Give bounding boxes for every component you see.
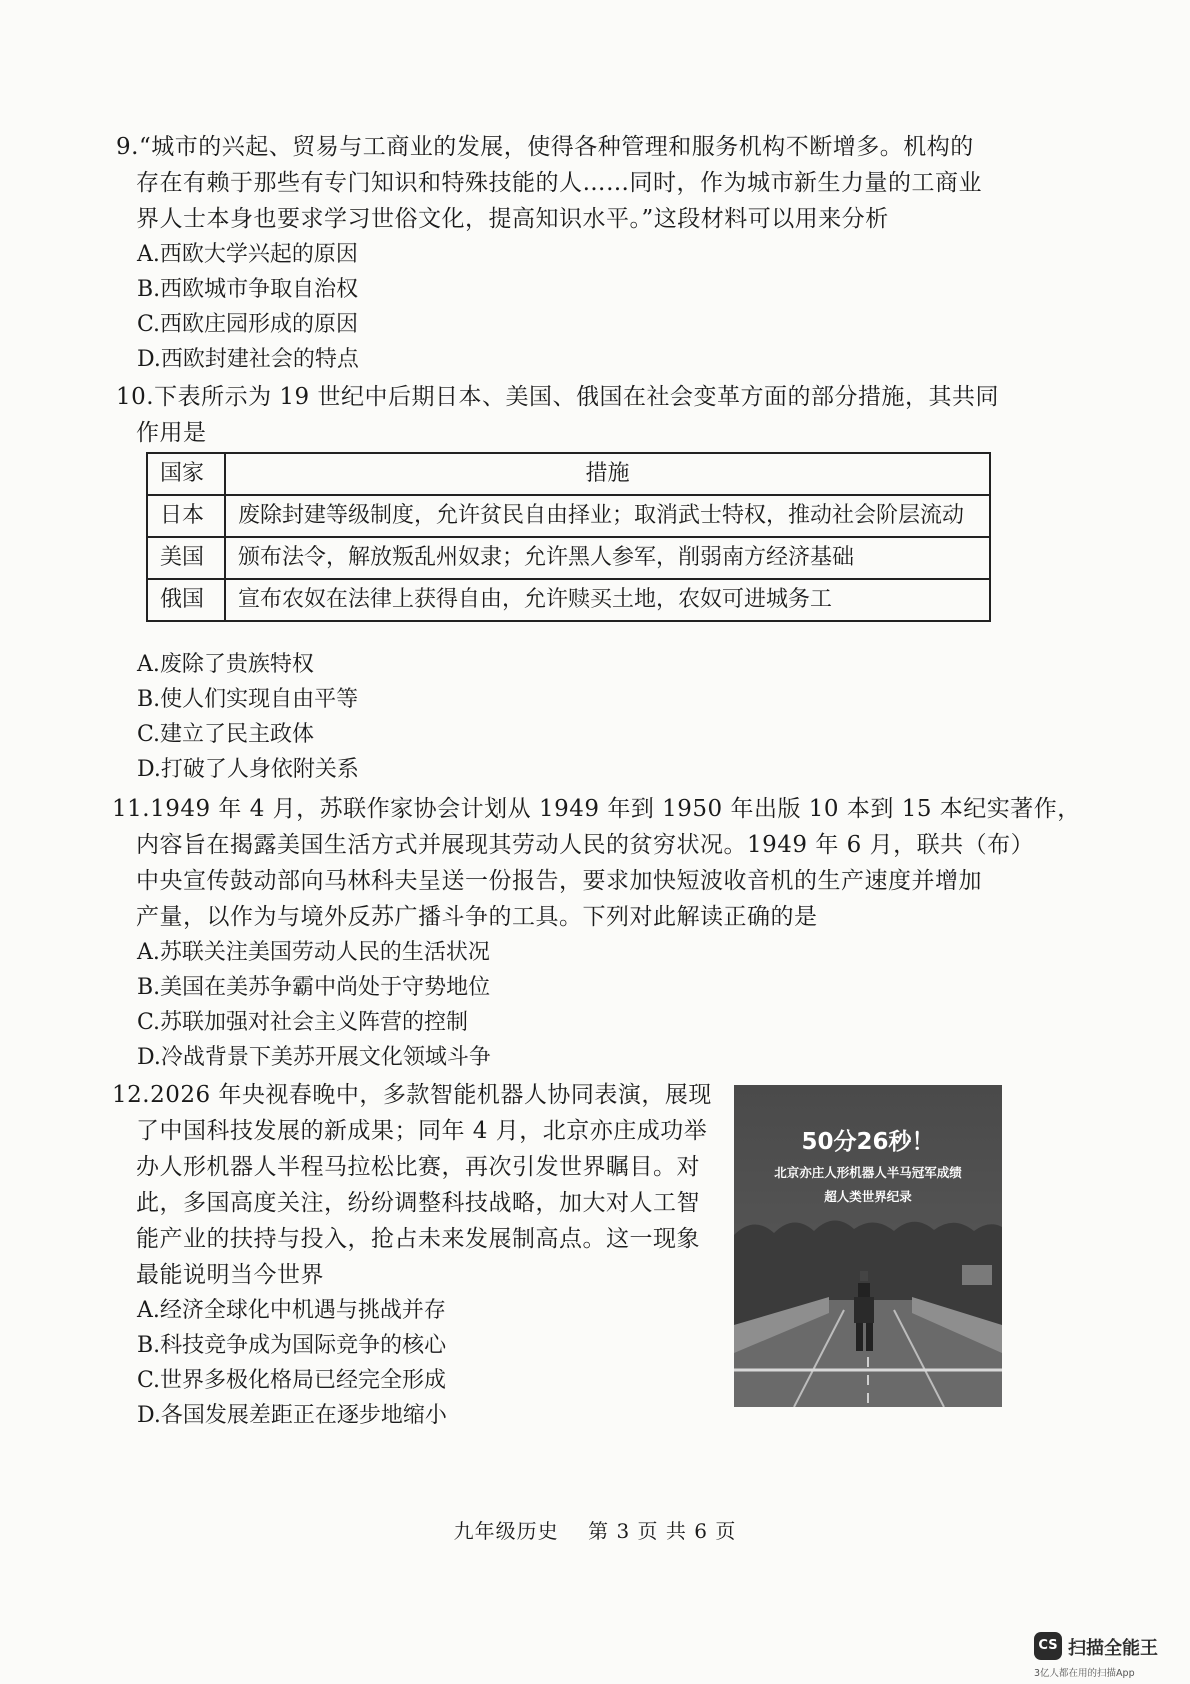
q9-option-c: C.西欧庄园形成的原因	[137, 312, 359, 337]
q11-line-2: 内容旨在揭露美国生活方式并展现其劳动人民的贫穷状况。1949 年 6 月，联共（布）	[136, 832, 1035, 858]
q11-option-b: B.美国在美苏争霸中尚处于守势地位	[137, 975, 491, 1000]
scanner-watermark	[1034, 1632, 1180, 1680]
q9-line-2: 存在有赖于那些有专门知识和特殊技能的人……同时，作为城市新生力量的工商业	[136, 170, 982, 196]
q12-option-a: A.经济全球化中机遇与挑战并存	[137, 1298, 446, 1323]
q9-option-b: B.西欧城市争取自治权	[137, 277, 359, 302]
photo-headline: 50分26秒！	[801, 1129, 935, 1155]
table-cell-country: 美国	[147, 537, 225, 579]
camscanner-logo-icon: CS	[1034, 1632, 1062, 1660]
q9-line-3: 界人士本身也要求学习世俗文化，提高知识水平。”这段材料可以用来分析	[136, 206, 889, 232]
watermark-app-name: 扫描全能王	[1068, 1638, 1158, 1659]
q12-option-d: D.各国发展差距正在逐步地缩小	[137, 1403, 447, 1428]
table-row	[147, 579, 990, 621]
q12-line-3: 办人形机器人半程马拉松比赛，再次引发世界瞩目。对	[136, 1154, 700, 1180]
page-footer: 九年级历史 第 3 页 共 6 页	[453, 1519, 737, 1543]
q10-option-a: A.废除了贵族特权	[137, 652, 314, 677]
q9-line-1: 9.“城市的兴起、贸易与工商业的发展，使得各种管理和服务机构不断增多。机构的	[116, 134, 974, 160]
table-row	[147, 537, 990, 579]
watermark-tagline: 3亿人都在用的扫描App	[1034, 1668, 1135, 1679]
q12-line-1: 12.2026 年央视春晚中，多款智能机器人协同表演，展现	[112, 1082, 712, 1108]
table-header-country: 国家	[147, 453, 225, 495]
q12-line-6: 最能说明当今世界	[136, 1262, 324, 1288]
table-cell-measure: 废除封建等级制度，允许贫民自由择业；取消武士特权，推动社会阶层流动	[225, 495, 990, 537]
robot-marathon-photo	[734, 1085, 1002, 1407]
table-cell-country: 日本	[147, 495, 225, 537]
q12-option-c: C.世界多极化格局已经完全形成	[137, 1368, 447, 1393]
q11-option-d: D.冷战背景下美苏开展文化领域斗争	[137, 1045, 491, 1070]
q9-option-a: A.西欧大学兴起的原因	[137, 242, 358, 267]
q12-line-4: 此，多国高度关注，纷纷调整科技战略，加大对人工智	[136, 1190, 700, 1216]
measures-table	[146, 452, 991, 622]
q12-line-5: 能产业的扶持与投入，抢占未来发展制高点。这一现象	[136, 1226, 700, 1252]
q12-option-b: B.科技竞争成为国际竞争的核心	[137, 1333, 447, 1358]
photo-caption-line-1: 北京亦庄人形机器人半马冠军成绩	[774, 1165, 962, 1180]
q10-line-1: 10.下表所示为 19 世纪中后期日本、美国、俄国在社会变革方面的部分措施，其共同	[116, 384, 999, 410]
q10-option-c: C.建立了民主政体	[137, 722, 315, 747]
q10-option-b: B.使人们实现自由平等	[137, 687, 359, 712]
q11-option-a: A.苏联关注美国劳动人民的生活状况	[137, 940, 490, 965]
q10-line-2: 作用是	[136, 420, 207, 446]
q12-line-2: 了中国科技发展的新成果；同年 4 月，北京亦庄成功举	[136, 1118, 708, 1144]
table-cell-measure: 颁布法令，解放叛乱州奴隶；允许黑人参军，削弱南方经济基础	[225, 537, 990, 579]
table-cell-measure: 宣布农奴在法律上获得自由，允许赎买土地，农奴可进城务工	[225, 579, 990, 621]
q11-line-3: 中央宣传鼓动部向马林科夫呈送一份报告，要求加快短波收音机的生产速度并增加	[136, 868, 982, 894]
q9-option-d: D.西欧封建社会的特点	[137, 347, 359, 372]
table-cell-country: 俄国	[147, 579, 225, 621]
q10-option-d: D.打破了人身依附关系	[137, 757, 359, 782]
table-header-measures: 措施	[225, 453, 990, 495]
q11-option-c: C.苏联加强对社会主义阵营的控制	[137, 1010, 469, 1035]
q11-line-1: 11.1949 年 4 月，苏联作家协会计划从 1949 年到 1950 年出版 10 本到 15 本纪实著作，	[112, 796, 1081, 822]
q11-line-4: 产量，以作为与境外反苏广播斗争的工具。下列对此解读正确的是	[136, 904, 818, 930]
photo-caption-line-2: 超人类世界纪录	[824, 1189, 912, 1204]
table-row	[147, 495, 990, 537]
table-header-row	[147, 453, 990, 495]
